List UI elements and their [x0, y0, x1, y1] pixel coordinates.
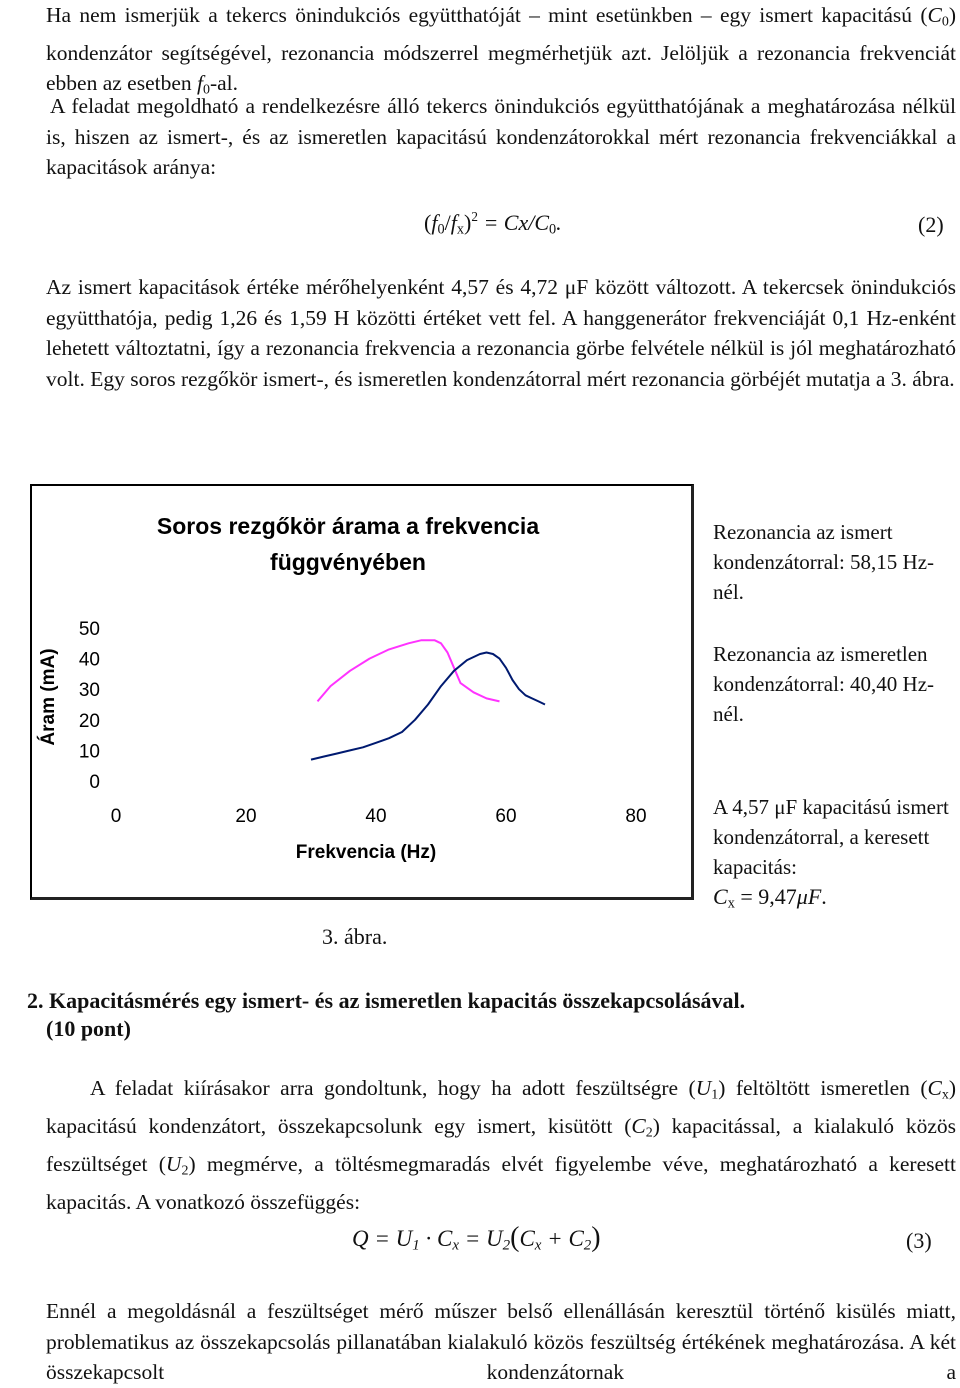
period: . [821, 884, 827, 909]
unit-f: F [807, 884, 822, 909]
equals: = [458, 1226, 487, 1251]
subscript: x [452, 1237, 459, 1254]
subscript: 2 [583, 1237, 592, 1254]
text-run: Ha nem ismerjük a tekercs önindukciós együtthatóját – mint esetünkben – egy ismert kapacitású ( [46, 3, 928, 27]
symbol-u2: U [486, 1226, 503, 1251]
equation-2 [424, 210, 562, 239]
x-tick-label: 60 [495, 806, 517, 827]
chart-title-line-1: Soros rezgőkör árama a frekvencia [156, 513, 540, 539]
equals: = [368, 1226, 396, 1251]
equation-rhs: = 9,47 [734, 884, 797, 909]
symbol-f0: f [431, 210, 438, 235]
text-run: ) kapacitással, a kialakuló közös feszültséget ( [46, 1113, 956, 1176]
subscript: 1 [711, 1087, 719, 1103]
slash: / [444, 210, 451, 235]
text-run: ) megmérve, a töltésmegmaradás elvét figyelembe véve, meghatározható a keresett kapacitás. A vonatkozó összefüggés: [46, 1151, 956, 1214]
symbol-c2: C [631, 1113, 646, 1138]
result-equation [713, 884, 827, 912]
paren: ( [510, 1222, 520, 1253]
symbol-cx: C [519, 1226, 535, 1251]
subscript: 0 [941, 14, 949, 30]
y-tick-label: 10 [78, 741, 100, 763]
period: . [556, 210, 562, 235]
y-tick-label: 20 [78, 710, 100, 732]
text-run: Az ismert kapacitások értéke mérőhelyenként 4,57 és 4,72 μF között változott. A tekercsek önindukciós együtthatója, pedig 1,26 és 1,59 H közötti értéket vett fel. A hanggenerátor frekvenciáját 0,1 Hz-enként lehetett változtatni, így a rezonancia frekvencia a rezonancia görbe felvétele nélkül is jól meghatározható volt. Egy soros rezgőkör ismert-, és ismeretlen kondenzátorral mért rezonancia görbéjét mutatja a 3. ábra. [46, 275, 956, 391]
subscript: x [534, 1237, 542, 1254]
series-line-2 [311, 653, 545, 760]
symbol-c0: C [927, 3, 942, 27]
paren: ( [424, 210, 432, 235]
section-points: (10 pont) [46, 1016, 131, 1041]
y-tick-label: 0 [89, 772, 100, 793]
symbol-cx: C [437, 1226, 453, 1251]
equation-3-number: (3) [906, 1228, 932, 1253]
dot-operator: · [419, 1226, 437, 1251]
plus: + [541, 1226, 569, 1251]
x-tick-label: 20 [235, 806, 257, 827]
series-line-1 [318, 640, 500, 701]
text-run: ) kapacitású kondenzátort, összekapcsolunk egy ismert, kisütött ( [46, 1076, 956, 1138]
symbol-q: Q [352, 1226, 369, 1251]
subscript: 2 [645, 1125, 653, 1141]
symbol-u1: U [395, 1226, 413, 1251]
paren: ) [464, 210, 472, 235]
exponent: 2 [471, 208, 478, 224]
subscript: x [941, 1087, 949, 1103]
equation-rhs: = Cx/C [477, 210, 550, 235]
paragraph-3 [46, 272, 956, 394]
resonance-chart [32, 486, 691, 897]
paragraph-5 [46, 1296, 956, 1388]
symbol-u1: U [695, 1076, 712, 1100]
subscript: 0 [203, 82, 210, 98]
intro-paragraph-2 [46, 91, 956, 183]
figure-caption: 3. ábra. [322, 924, 388, 949]
text-run: -al. [209, 71, 239, 96]
x-tick-label: 80 [625, 806, 647, 827]
symbol-fx: f [450, 210, 457, 235]
y-tick-label: 30 [78, 680, 100, 702]
subscript: 2 [181, 1163, 189, 1179]
y-tick-label: 50 [78, 619, 100, 640]
equation-2-number: (2) [918, 212, 944, 237]
text-run: A feladat kiírásakor arra gondoltunk, hogy ha adott feszültségre ( [90, 1076, 696, 1100]
text-run: ) feltöltött ismeretlen ( [718, 1076, 928, 1100]
subscript: 2 [502, 1237, 511, 1254]
symbol-mu: μ [796, 884, 808, 909]
symbol-f0: f [197, 71, 203, 96]
subscript: x [727, 895, 735, 912]
chart-frame [30, 484, 694, 900]
text-run: A feladat megoldható a rendelkezésre álló tekercs önindukciós együtthatójának a meghatározása nélkül is, hiszen az ismert-, és az ismeretlen kapacitású kondenzátorokkal mért rezonancia frekvenciákkal a kapacitások aránya: [46, 94, 956, 179]
text-run: ) kondenzátor segítségével, rezonancia módszerrel megmérhetjük azt. Jelöljük a rezonancia frekvenciát ebben az esetben [46, 3, 956, 96]
text-run: Ennél a megoldásnál a feszültséget mérő műszer belső ellenállásán keresztül történő kisülés miatt, problematikus az összekapcsolás pillanatában kialakuló közös feszültség értékének meghatározása. A két összekapcsolt kondenzátornak a [46, 1299, 956, 1384]
x-tick-label: 0 [110, 806, 122, 827]
chart-title-line-2: függvényében [270, 549, 426, 575]
symbol-c: C [713, 884, 728, 909]
symbol-u2: U [165, 1151, 182, 1176]
y-tick-label: 40 [78, 649, 100, 671]
subscript: 0 [549, 221, 557, 238]
side-note-unknown-resonance: Rezonancia az ismeretlen kondenzátorral: 40,40 Hz-nél. [713, 642, 935, 726]
symbol-cx: C [927, 1076, 942, 1100]
subscript: x [456, 221, 465, 238]
side-note-known-resonance: Rezonancia az ismert kondenzátorral: 58,15 Hz-nél. [713, 520, 935, 604]
subscript: 0 [437, 221, 445, 238]
x-tick-label: 40 [365, 806, 387, 827]
paragraph-4 [46, 1073, 956, 1217]
y-axis-label: Áram (mA) [38, 648, 59, 746]
subscript: 1 [412, 1237, 420, 1254]
side-note-result [713, 792, 958, 919]
text-run: A 4,57 μF kapacitású ismert kondenzátorral, a keresett kapacitás: [713, 795, 949, 879]
equation-3 [352, 1222, 601, 1255]
paren: ) [591, 1222, 601, 1253]
x-axis-label: Frekvencia (Hz) [295, 842, 437, 863]
section-heading: 2. Kapacitásmérés egy ismert- és az ismeretlen kapacitás összekapcsolásával. [27, 988, 746, 1013]
symbol-c2: C [568, 1226, 584, 1251]
